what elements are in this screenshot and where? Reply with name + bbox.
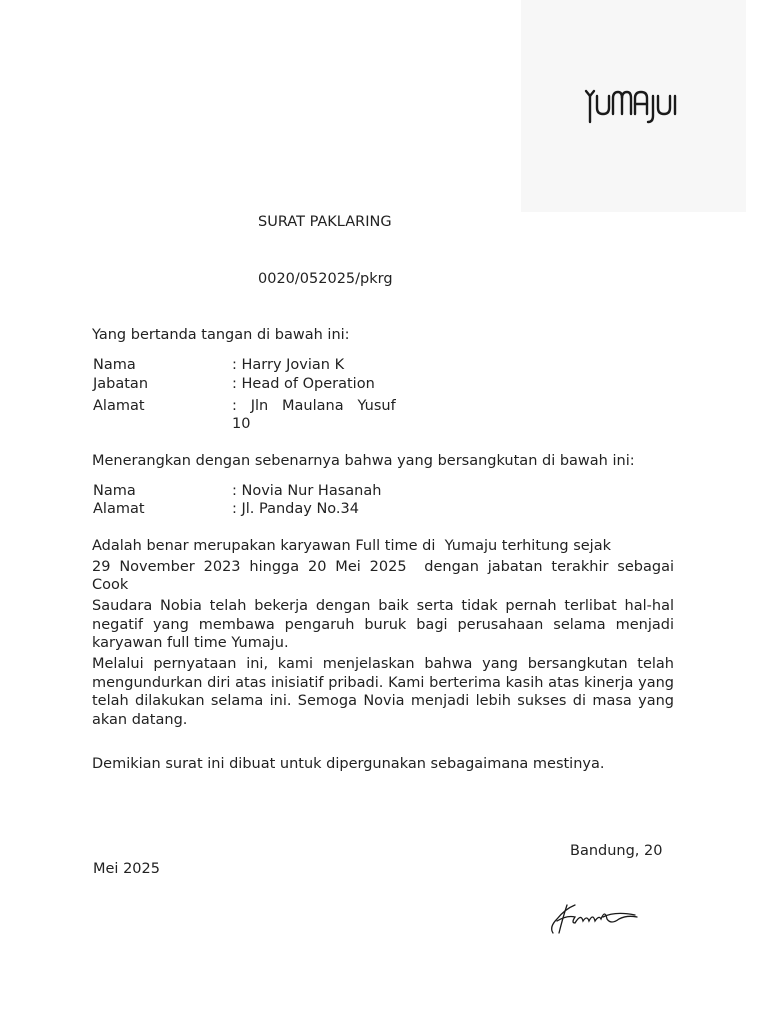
intro-text: Yang bertanda tangan di bawah ini: — [92, 327, 350, 343]
statement-text: Menerangkan dengan sebenarnya bahwa yang bersangkutan di bawah ini: — [92, 453, 635, 469]
employment-paragraph-line1: Adalah benar merupakan karyawan Full time di Yumaju terhitung sejak — [92, 538, 611, 554]
employee-address-value: : Jl. Panday No.34 — [232, 501, 359, 517]
signature — [545, 897, 645, 939]
letter-number: 0020/052025/pkrg — [258, 271, 393, 287]
closing-text: Demikian surat ini dibuat untuk dipergunakan sebagaimana mestinya. — [92, 756, 605, 772]
signer-name-label: Nama — [93, 357, 136, 373]
resignation-paragraph: Melalui pernyataan ini, kami menjelaskan bahwa yang bersangkutan telah mengundurkan diri atas inisiatif pribadi. Kami berterima kasih atas kinerja yang telah dilakukan selama ini. Semoga Novia menjadi lebih sukses di masa yang akan datang. — [92, 656, 674, 728]
signer-position-value: : Head of Operation — [232, 376, 375, 392]
yumaju-logo — [584, 84, 686, 126]
signer-name-value: : Harry Jovian K — [232, 357, 345, 373]
conduct-paragraph: Saudara Nobia telah bekerja dengan baik serta tidak pernah terlibat hal-hal negatif yang membawa pengaruh buruk bagi perusahaan selama menjadi karyawan full time Yumaju. — [92, 598, 674, 651]
signer-address-value-cont: 10 — [232, 416, 251, 432]
signer-position-label: Jabatan — [93, 376, 149, 392]
employee-address-label: Alamat — [93, 501, 145, 517]
employment-paragraph-line2: 29 November 2023 hingga 20 Mei 2025 dengan jabatan terakhir sebagai — [92, 559, 674, 575]
employee-name-value: : Novia Nur Hasanah — [232, 483, 382, 499]
letter-title: SURAT PAKLARING — [258, 214, 392, 230]
signer-address-label: Alamat — [93, 398, 145, 414]
employee-name-label: Nama — [93, 483, 136, 499]
employment-paragraph-line3: Cook — [92, 577, 129, 593]
place-date: Bandung, 20 — [570, 843, 663, 859]
place-date-cont: Mei 2025 — [93, 861, 160, 877]
signer-address-value: : Jln Maulana Yusuf — [232, 398, 396, 414]
